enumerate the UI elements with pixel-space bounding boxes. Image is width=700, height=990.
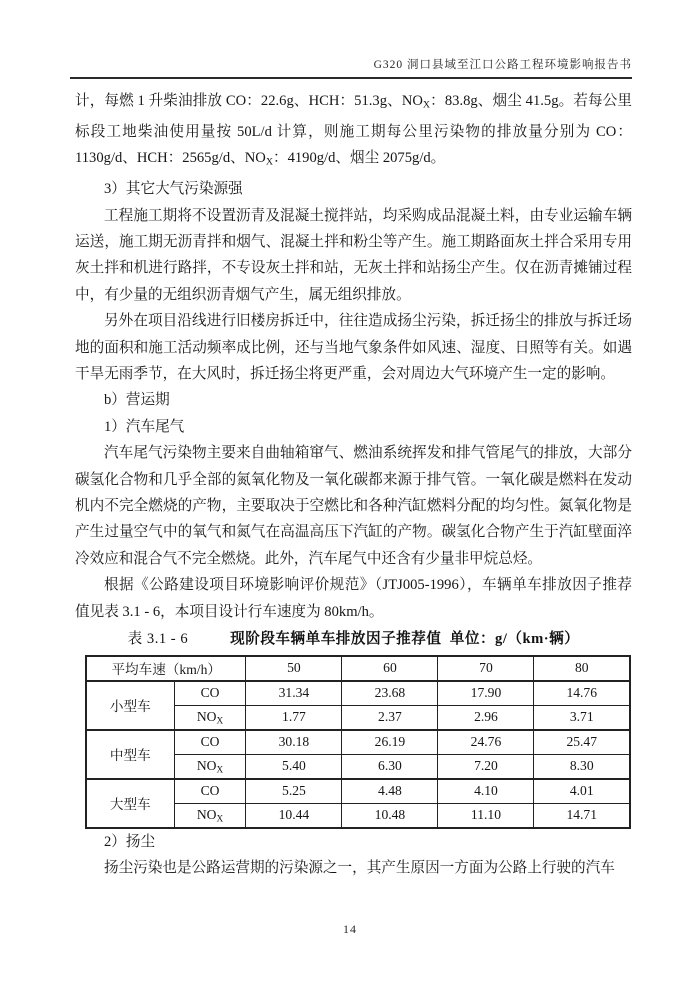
paragraph-text: 工程施工期将不设置沥青及混凝土搅拌站，均采购成品混凝土料，由专业运输车辆运送，施工期无沥青拌和烟气、混凝土拌和粉尘等产生。施工期路面灰土拌合采用专用灰土拌和机进行路拌，不专设灰土拌和站，无灰土拌和站扬尘产生。仅在沥青摊铺过程中，有少量的无组织沥青烟气产生，属无组织排放。 [75, 207, 632, 303]
pollutant-subscript: X [216, 715, 224, 726]
paragraph [75, 176, 632, 202]
pollutant-cell [174, 803, 246, 828]
emission-value-cell: 1.77 [246, 705, 342, 730]
emission-value-cell: 7.20 [438, 754, 534, 779]
vehicle-type-cell: 中型车 [86, 730, 174, 779]
speed-50-header-cell: 50 [246, 656, 342, 681]
emission-value-cell: 11.10 [438, 803, 534, 828]
emission-value-cell: 30.18 [246, 730, 342, 755]
paragraph-text: 汽车尾气污染物主要来自曲轴箱窜气、燃油系统挥发和排气管尾气的排放，大部分碳氢化合物和几乎全部的氮氧化物及一氧化碳都来源于排气管。一氧化碳是燃料在发动机内不完全燃烧的产物，主要取决于空燃比和各种汽缸燃料分配的均匀性。氮氧化物是产生过量空气中的氧气和氮气在高温高压下汽缸的产物。碳氢化合物产生于汽缸壁面淬冷效应和混合气不完全燃烧。此外，汽车尾气中还含有少量非甲烷总烃。 [75, 445, 632, 567]
paragraph-text: 1）汽车尾气 [104, 418, 185, 435]
table-header-row [86, 656, 630, 681]
pollutant-name: NO [196, 708, 217, 724]
pollutant-name: NO [196, 757, 217, 773]
paragraph-block-before-table [75, 88, 632, 625]
subscript-text: X [265, 156, 273, 168]
paragraph [75, 414, 632, 440]
paragraph [75, 440, 632, 572]
emission-value-cell: 3.71 [534, 705, 630, 730]
pollutant-cell [174, 779, 246, 804]
emission-value-cell: 2.96 [438, 705, 534, 730]
page-number: 14 [343, 922, 357, 936]
pollutant-subscript: X [216, 813, 224, 824]
paragraph-text: ：83.8g、烟尘 41.5g。若每公里标段工地柴油使用量按 50L/d 计算，则施工期每公里污染物的排放量分别为 CO：1130g/d、HCH：2565g/d、NO [75, 93, 632, 167]
emission-value-cell: 5.40 [246, 754, 342, 779]
emission-value-cell: 2.37 [342, 705, 438, 730]
paragraph-text: 扬尘污染也是公路运营期的污染源之一，其产生原因一方面为公路上行驶的汽车 [104, 859, 615, 876]
emission-value-cell: 5.25 [246, 779, 342, 804]
emission-value-cell: 23.68 [342, 681, 438, 706]
table-caption [75, 628, 632, 650]
table-title: 现阶段车辆单车排放因子推荐值 单位：g/（km·辆） [230, 631, 580, 648]
emission-value-cell: 14.76 [534, 681, 630, 706]
paragraph-text: ：4190g/d、烟尘 2075g/d。 [272, 150, 446, 167]
emission-value-cell: 10.44 [246, 803, 342, 828]
vehicle-type-cell: 大型车 [86, 779, 174, 828]
speed-70-header-cell: 70 [438, 656, 534, 681]
emission-value-cell: 4.10 [438, 779, 534, 804]
speed-80-header-cell: 80 [534, 656, 630, 681]
table-number-label: 表 3.1 - 6 [127, 631, 189, 648]
pollutant-name: NO [196, 806, 217, 822]
paragraph [75, 572, 632, 625]
paragraph [75, 203, 632, 309]
table-row [86, 730, 630, 755]
pollutant-name: CO [200, 734, 220, 750]
emission-value-cell: 10.48 [342, 803, 438, 828]
running-header [70, 56, 632, 79]
paragraph [75, 855, 632, 881]
paragraph [75, 829, 632, 855]
paragraph-text: 2）扬尘 [104, 833, 156, 850]
pollutant-cell [174, 730, 246, 755]
emission-value-cell: 31.34 [246, 681, 342, 706]
emission-value-cell: 8.30 [534, 754, 630, 779]
paragraph-text: 3）其它大气污染源强 [104, 181, 243, 198]
paragraph [75, 387, 632, 413]
paragraph [75, 88, 632, 176]
avg-speed-header-cell: 平均车速（km/h） [86, 656, 246, 681]
pollutant-name: CO [200, 685, 220, 701]
emission-value-cell: 14.71 [534, 803, 630, 828]
paragraph-text: 根据《公路建设项目环境影响评价规范》（JTJ005-1996），车辆单车排放因子推荐值见表 3.1 - 6，本项目设计行车速度为 80km/h。 [75, 577, 632, 620]
paragraph-text: 计，每燃 1 升柴油排放 CO：22.6g、HCH：51.3g、NO [75, 93, 423, 109]
emission-value-cell: 24.76 [438, 730, 534, 755]
paragraph-text: 另外在项目沿线进行旧楼房拆迁中，往往造成扬尘污染，拆迁扬尘的排放与拆迁场地的面积和施工活动频率成比例，还与当地气象条件如风速、湿度、日照等有关。如遇干旱无雨季节，在大风时，拆迁扬尘将更严重，会对周边大气环境产生一定的影响。 [75, 313, 632, 382]
pollutant-cell [174, 705, 246, 730]
pollutant-subscript: X [216, 764, 224, 775]
paragraph-text: b）营运期 [104, 392, 170, 409]
pollutant-cell [174, 754, 246, 779]
emission-value-cell: 6.30 [342, 754, 438, 779]
subscript-text: X [422, 99, 431, 111]
vehicle-type-cell: 小型车 [86, 681, 174, 730]
emission-value-cell: 26.19 [342, 730, 438, 755]
paragraph-block-after-table [75, 829, 632, 882]
emission-value-cell: 17.90 [438, 681, 534, 706]
table-row [86, 779, 630, 804]
speed-60-header-cell: 60 [342, 656, 438, 681]
emission-factor-table [85, 655, 631, 829]
emission-value-cell: 25.47 [534, 730, 630, 755]
table-row [86, 681, 630, 706]
pollutant-cell [174, 681, 246, 706]
pollutant-name: CO [200, 783, 220, 799]
emission-value-cell: 4.48 [342, 779, 438, 804]
emission-value-cell: 4.01 [534, 779, 630, 804]
document-body [75, 88, 632, 881]
paragraph [75, 308, 632, 387]
report-title: G320 洞口县域至江口公路工程环境影响报告书 [373, 59, 632, 71]
